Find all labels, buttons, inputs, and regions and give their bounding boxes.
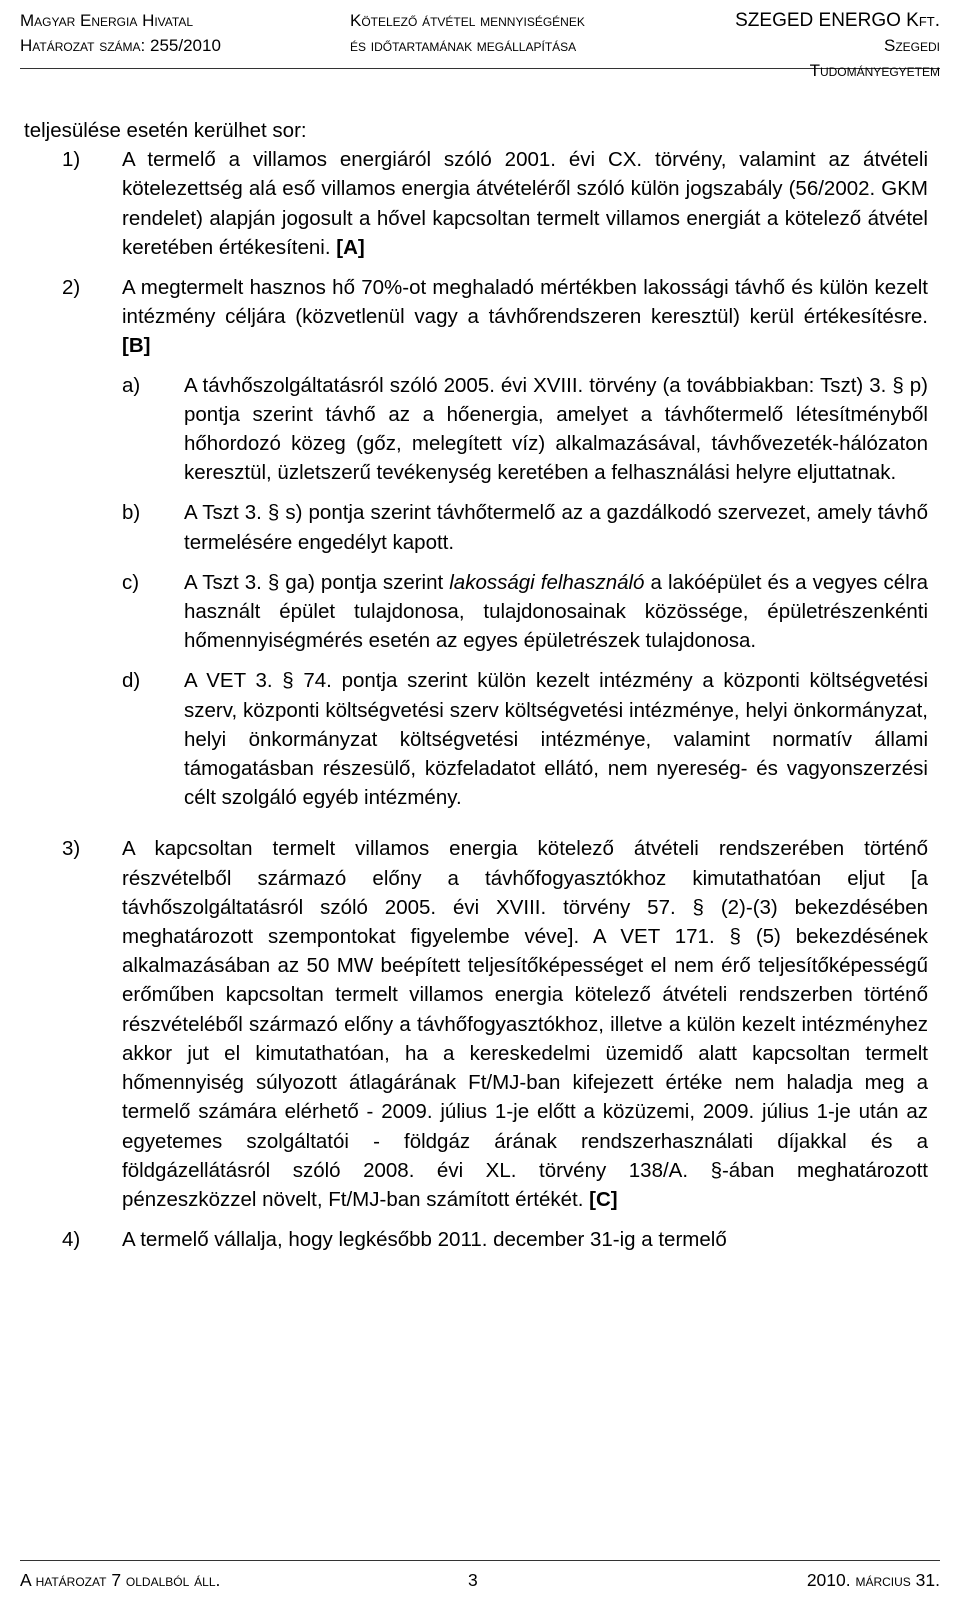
list-item-2: [62, 273, 928, 823]
list-item-1: [62, 145, 928, 262]
footer-date: 2010. március 31.: [806, 1570, 940, 1590]
sub-item-text: A távhőszolgáltatásról szóló 2005. évi XVIII. törvény (a továbbiakban: Tszt) 3. § p) pontja szerint távhő az a hőenergia, amelyet a távhőtermelő létesítményből hőhordozó közeg (gőz, melegített víz) alkalmazásával, távhővezeték-hálózaton keresztül, üzletszerű tevékenység keretében a felhasználási helyre eljuttatnak.: [184, 373, 928, 485]
item-body: [122, 145, 928, 262]
sub-item-letter: b): [122, 501, 141, 525]
item-body: [122, 834, 928, 1214]
item-tag: [B]: [122, 334, 151, 358]
intro-text: teljesülése esetén kerülhet sor:: [24, 119, 307, 142]
sub-item-text-after: a lakóépület és a vegyes célra használt épület tulajdonosa, tulajdonosainak közössége, épületrészenkénti hőmennyiségmérés esetén az egyes épületrészek tulajdonosa.: [184, 570, 928, 653]
sub-item-text-before: A Tszt 3. § ga) pontja szerint: [184, 570, 450, 594]
header-decision-number: Határozat száma: 255/2010: [20, 36, 221, 55]
page-header: [20, 8, 940, 80]
item-number: 4): [62, 1228, 81, 1252]
header-parties: [735, 8, 940, 83]
item-body: [122, 1225, 928, 1254]
sub-item-d: [122, 666, 928, 812]
sub-item-text: A VET 3. § 74. pontja szerint külön kezelt intézmény a központi költségvetési szerv, központi költségvetési szerv költségvetési intézménye, helyi önkormányzat, helyi önkormányzat költségvetési intézménye, valamint normatív állami támogatásban részesülő, közfeladatot ellátó, nem nyereség- és vagyonszerzési célt szolgáló egyéb intézmény.: [184, 669, 928, 810]
header-authority: [20, 8, 221, 58]
item-text: A megtermelt hasznos hő 70%-ot meghaladó mértékben lakossági távhő és külön kezelt intézmény céljára (közvetlenül vagy a távhőrendszeren keresztül) kerül értékesítésre.: [122, 276, 928, 329]
footer-page-number: 3: [468, 1570, 478, 1590]
item-text: A termelő a villamos energiáról szóló 2001. évi CX. törvény, valamint az átvételi kötelezettség alá eső villamos energia átvételéről szóló külön jogszabály (56/2002. GKM rendelet) alapján jogosult a hővel kapcsoltan termelt villamos energiát a kötelező átvétel keretében értékesíteni.: [122, 148, 928, 259]
list-item-3: [62, 834, 928, 1214]
sub-item-italic-term: lakossági felhasználó: [449, 570, 645, 594]
item-number: 2): [62, 276, 81, 300]
item-tag: [C]: [589, 1187, 618, 1211]
page-footer: [20, 1560, 940, 1595]
item-body: [122, 273, 928, 823]
header-subject-line1: Kötelező átvétel mennyiségének: [350, 11, 585, 30]
item-number: 1): [62, 148, 81, 172]
sub-item-b: [122, 498, 928, 556]
header-university-line1: Szegedi: [883, 36, 940, 55]
sub-item-letter: a): [122, 373, 141, 397]
sub-item-text: A Tszt 3. § s) pontja szerint távhőtermelő az a gazdálkodó szervezet, amely távhő termelésére engedélyt kapott.: [184, 501, 928, 554]
header-subject: [350, 8, 585, 58]
item-number: 3): [62, 837, 81, 861]
header-company: SZEGED ENERGO Kft.: [735, 10, 940, 31]
sub-item-body: [184, 568, 928, 656]
sub-item-letter: d): [122, 669, 141, 693]
footer-page-count: A határozat 7 oldalból áll.: [20, 1570, 221, 1590]
header-university-line2: Tudományegyetem: [809, 61, 940, 80]
list-item-4: [62, 1225, 928, 1254]
item-text: A termelő vállalja, hogy legkésőbb 2011. december 31-ig a termelő: [122, 1228, 727, 1252]
item-tag: [A]: [336, 235, 365, 259]
document-body: [24, 116, 928, 1265]
sub-item-a: [122, 371, 928, 488]
item-text: A kapcsoltan termelt villamos energia kötelező átvételi rendszerében történő részvételből származó előny a távhőfogyasztókhoz kimutathatóan eljut [a távhőszolgáltatásról szóló 2005. évi XVIII. törvény 57. § (2)-(3) bekezdésében meghatározott szempontokat figyelembe véve]. A VET 171. § (5) bekezdésének alkalmazásában az 50 MW beépített teljesítőképességet el nem érő teljesítőképességű erőműben kapcsoltan termelt villamos energia kötelező átvételi rendszerben történő részvételéből származó előny a távhőfogyasztókhoz, illetve a külön kezelt intézményhez akkor jut el kimutathatóan, ha a kereskedelmi üzemidő alatt kapcsoltan termelt hőmennyiség súlyozott átlagárának Ft/MJ-ban kifejezett értéke nem haladja meg a termelő számára elérhető - 2009. július 1-je előtt a közüzemi, 2009. július 1-je után az egyetemes szolgáltatói - földgáz árának rendszerhasználati díjakkal és a földgázellátásról szóló 2008. évi XL. törvény 138/A. §-ában meghatározott pénzeszközzel növelt, Ft/MJ-ban számított értékét.: [122, 837, 928, 1211]
sub-item-letter: c): [122, 570, 140, 594]
header-authority-name: Magyar Energia Hivatal: [20, 11, 194, 30]
header-subject-line2: és időtartamának megállapítása: [350, 36, 577, 55]
sub-item-c: [122, 568, 928, 656]
